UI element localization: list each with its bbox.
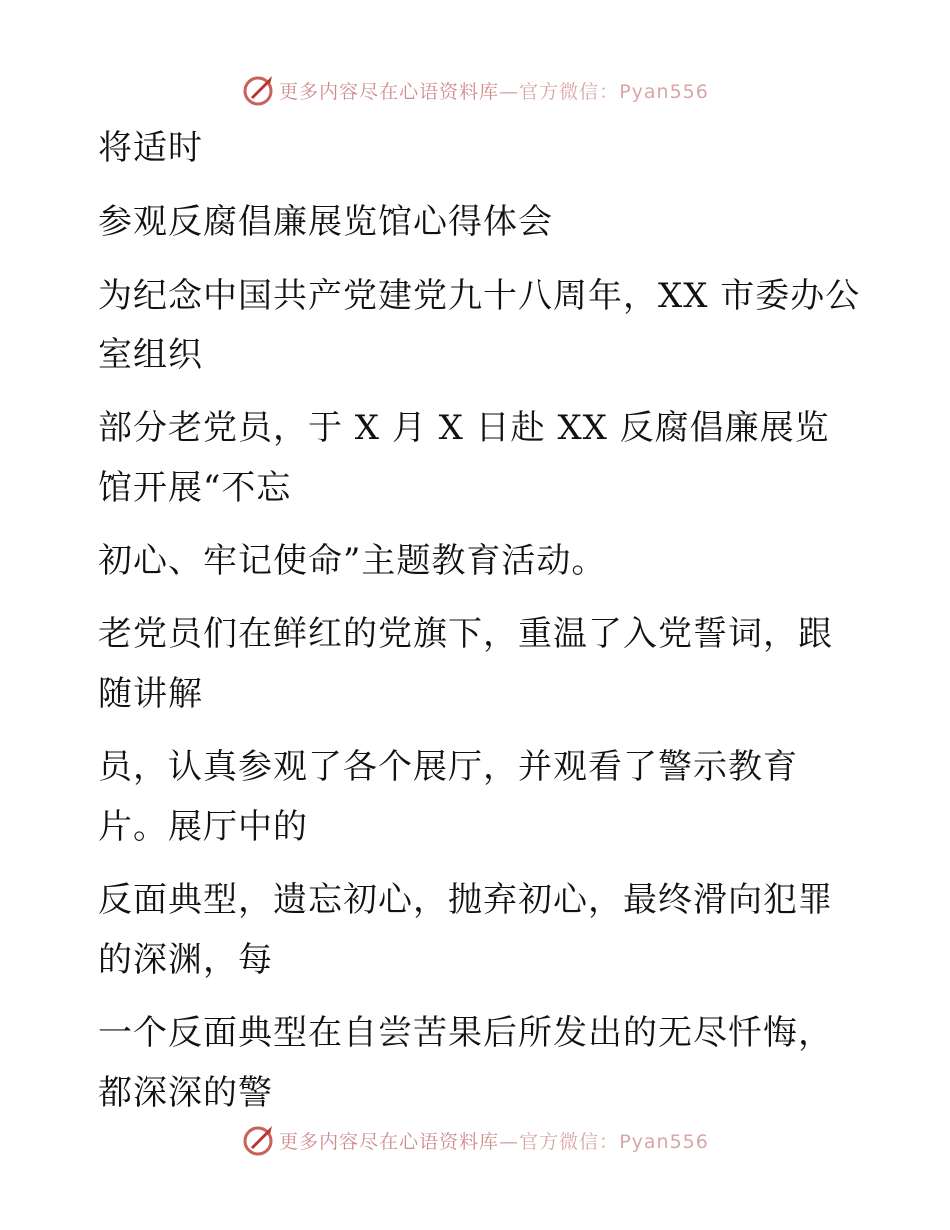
- text-line: 室组织: [98, 335, 203, 375]
- quill-seal-icon: [241, 73, 275, 107]
- footer-banner: [0, 1120, 950, 1160]
- text-line: 老党员们在鲜红的党旗下，重温了入党誓词，跟: [98, 614, 833, 654]
- banner-text: 更多内容尽在心语资料库—官方微信：Pyan556: [279, 1130, 709, 1153]
- text-line: 馆开展“不忘: [98, 468, 292, 508]
- quill-seal-icon: [241, 1123, 275, 1157]
- text-line: 片。展厅中的: [98, 807, 308, 847]
- text-line: 反面典型，遗忘初心，抛弃初心，最终滑向犯罪: [98, 880, 833, 920]
- text-line: 将适时: [98, 128, 203, 168]
- header-banner: [0, 70, 950, 110]
- text-line: 的深渊，每: [98, 940, 273, 980]
- text-line: 初心、牢记使命”主题教育活动。: [98, 541, 607, 581]
- text-line: 员，认真参观了各个展厅，并观看了警示教育: [98, 747, 798, 787]
- text-line: 为纪念中国共产党建党九十八周年，XX 市委办公: [98, 276, 861, 316]
- text-line: 参观反腐倡廉展览馆心得体会: [98, 202, 553, 242]
- text-line: 随讲解: [98, 674, 203, 714]
- banner-text: 更多内容尽在心语资料库—官方微信：Pyan556: [279, 80, 709, 103]
- text-line: 都深深的警: [98, 1073, 273, 1113]
- text-line: 部分老党员，于 X 月 X 日赴 XX 反腐倡廉展览: [98, 408, 830, 448]
- text-line: 一个反面典型在自尝苦果后所发出的无尽忏悔，: [98, 1013, 833, 1053]
